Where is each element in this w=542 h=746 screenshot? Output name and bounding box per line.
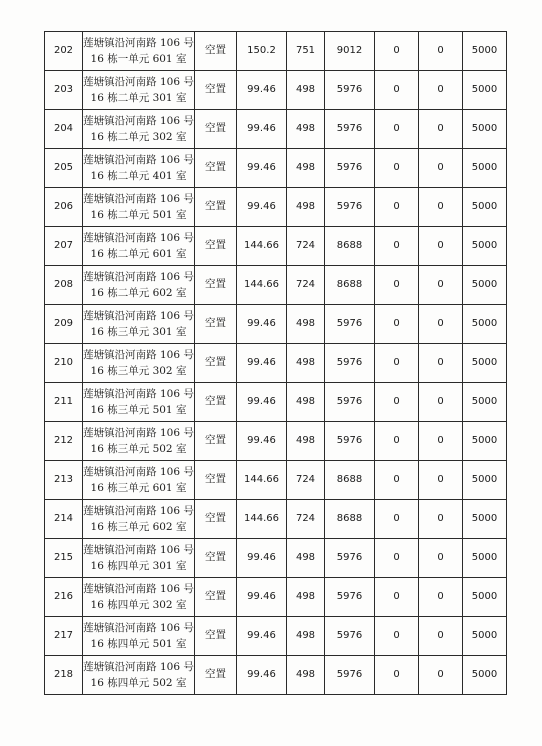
table-row: [45, 383, 507, 422]
row-number-cell: 207: [45, 227, 83, 266]
address-cell: [83, 656, 195, 695]
address-cell: [83, 344, 195, 383]
address-line-1: 莲塘镇沿河南路 106 号: [83, 582, 194, 595]
area-cell: 150.2: [237, 32, 287, 71]
value-2-cell: 8688: [325, 500, 375, 539]
address-line-2: 16 栋一单元 601 室: [90, 53, 187, 65]
value-3-cell: 0: [375, 110, 419, 149]
value-1-cell: 498: [287, 149, 325, 188]
address-cell: [83, 383, 195, 422]
area-cell: 99.46: [237, 422, 287, 461]
value-4-cell: 0: [419, 461, 463, 500]
status-cell: 空置: [195, 227, 237, 266]
row-number-cell: 215: [45, 539, 83, 578]
area-cell: 99.46: [237, 539, 287, 578]
value-3-cell: 0: [375, 539, 419, 578]
table-row: [45, 461, 507, 500]
value-5-cell: 5000: [463, 149, 507, 188]
status-cell: 空置: [195, 110, 237, 149]
value-1-cell: 498: [287, 110, 325, 149]
value-5-cell: 5000: [463, 266, 507, 305]
value-5-cell: 5000: [463, 383, 507, 422]
row-number-cell: 209: [45, 305, 83, 344]
value-4-cell: 0: [419, 656, 463, 695]
table-row: [45, 149, 507, 188]
address-line-2: 16 栋三单元 502 室: [90, 443, 187, 455]
row-number-cell: 216: [45, 578, 83, 617]
address-line-2: 16 栋二单元 501 室: [90, 209, 187, 221]
table-row: [45, 578, 507, 617]
address-line-1: 莲塘镇沿河南路 106 号: [83, 348, 194, 361]
address-line-1: 莲塘镇沿河南路 106 号: [83, 504, 194, 517]
row-number-cell: 211: [45, 383, 83, 422]
address-line-2: 16 栋四单元 302 室: [90, 599, 187, 611]
address-cell: [83, 149, 195, 188]
value-5-cell: 5000: [463, 227, 507, 266]
value-5-cell: 5000: [463, 32, 507, 71]
value-1-cell: 498: [287, 344, 325, 383]
value-3-cell: 0: [375, 383, 419, 422]
address-line-1: 莲塘镇沿河南路 106 号: [83, 114, 194, 127]
value-4-cell: 0: [419, 500, 463, 539]
address-line-2: 16 栋四单元 301 室: [90, 560, 187, 572]
status-cell: 空置: [195, 383, 237, 422]
status-cell: 空置: [195, 344, 237, 383]
area-cell: 144.66: [237, 227, 287, 266]
value-1-cell: 498: [287, 422, 325, 461]
value-4-cell: 0: [419, 578, 463, 617]
address-line-2: 16 栋二单元 401 室: [90, 170, 187, 182]
status-cell: 空置: [195, 32, 237, 71]
status-cell: 空置: [195, 71, 237, 110]
value-2-cell: 5976: [325, 383, 375, 422]
value-1-cell: 498: [287, 617, 325, 656]
value-5-cell: 5000: [463, 305, 507, 344]
row-number-cell: 212: [45, 422, 83, 461]
row-number-cell: 218: [45, 656, 83, 695]
area-cell: 99.46: [237, 149, 287, 188]
value-3-cell: 0: [375, 617, 419, 656]
value-1-cell: 498: [287, 539, 325, 578]
address-cell: [83, 500, 195, 539]
value-4-cell: 0: [419, 110, 463, 149]
row-number-cell: 203: [45, 71, 83, 110]
value-5-cell: 5000: [463, 110, 507, 149]
row-number-cell: 206: [45, 188, 83, 227]
address-line-1: 莲塘镇沿河南路 106 号: [83, 465, 194, 478]
status-cell: 空置: [195, 188, 237, 227]
value-3-cell: 0: [375, 188, 419, 227]
address-line-1: 莲塘镇沿河南路 106 号: [83, 387, 194, 400]
value-2-cell: 8688: [325, 461, 375, 500]
value-1-cell: 751: [287, 32, 325, 71]
row-number-cell: 204: [45, 110, 83, 149]
value-4-cell: 0: [419, 32, 463, 71]
value-4-cell: 0: [419, 617, 463, 656]
value-2-cell: 5976: [325, 578, 375, 617]
address-cell: [83, 422, 195, 461]
value-2-cell: 8688: [325, 266, 375, 305]
value-2-cell: 5976: [325, 656, 375, 695]
value-4-cell: 0: [419, 344, 463, 383]
value-3-cell: 0: [375, 227, 419, 266]
table-row: [45, 71, 507, 110]
value-3-cell: 0: [375, 305, 419, 344]
value-4-cell: 0: [419, 539, 463, 578]
status-cell: 空置: [195, 617, 237, 656]
address-line-1: 莲塘镇沿河南路 106 号: [83, 153, 194, 166]
value-1-cell: 724: [287, 500, 325, 539]
value-4-cell: 0: [419, 149, 463, 188]
area-cell: 99.46: [237, 383, 287, 422]
address-line-2: 16 栋三单元 602 室: [90, 521, 187, 533]
address-line-2: 16 栋二单元 301 室: [90, 92, 187, 104]
value-5-cell: 5000: [463, 500, 507, 539]
table-row: [45, 227, 507, 266]
area-cell: 99.46: [237, 578, 287, 617]
table-row: [45, 500, 507, 539]
value-5-cell: 5000: [463, 461, 507, 500]
address-line-2: 16 栋三单元 601 室: [90, 482, 187, 494]
value-2-cell: 5976: [325, 617, 375, 656]
value-5-cell: 5000: [463, 539, 507, 578]
value-2-cell: 5976: [325, 149, 375, 188]
area-cell: 144.66: [237, 461, 287, 500]
address-line-1: 莲塘镇沿河南路 106 号: [83, 192, 194, 205]
address-line-1: 莲塘镇沿河南路 106 号: [83, 543, 194, 556]
status-cell: 空置: [195, 539, 237, 578]
table-row: [45, 110, 507, 149]
value-1-cell: 498: [287, 656, 325, 695]
value-3-cell: 0: [375, 32, 419, 71]
records-table: [44, 31, 507, 695]
value-1-cell: 498: [287, 305, 325, 344]
table-row: [45, 539, 507, 578]
value-2-cell: 5976: [325, 422, 375, 461]
value-1-cell: 498: [287, 578, 325, 617]
area-cell: 144.66: [237, 500, 287, 539]
area-cell: 99.46: [237, 110, 287, 149]
value-5-cell: 5000: [463, 617, 507, 656]
address-line-2: 16 栋三单元 301 室: [90, 326, 187, 338]
value-4-cell: 0: [419, 383, 463, 422]
table-row: [45, 656, 507, 695]
value-2-cell: 5976: [325, 110, 375, 149]
value-3-cell: 0: [375, 422, 419, 461]
address-line-1: 莲塘镇沿河南路 106 号: [83, 231, 194, 244]
table-row: [45, 32, 507, 71]
value-2-cell: 5976: [325, 71, 375, 110]
address-cell: [83, 539, 195, 578]
table-body: [45, 32, 507, 695]
value-2-cell: 5976: [325, 188, 375, 227]
address-line-1: 莲塘镇沿河南路 106 号: [83, 621, 194, 634]
value-1-cell: 724: [287, 266, 325, 305]
value-1-cell: 724: [287, 461, 325, 500]
status-cell: 空置: [195, 305, 237, 344]
value-5-cell: 5000: [463, 422, 507, 461]
value-4-cell: 0: [419, 422, 463, 461]
area-cell: 144.66: [237, 266, 287, 305]
area-cell: 99.46: [237, 617, 287, 656]
value-3-cell: 0: [375, 344, 419, 383]
area-cell: 99.46: [237, 188, 287, 227]
value-1-cell: 498: [287, 383, 325, 422]
row-number-cell: 214: [45, 500, 83, 539]
status-cell: 空置: [195, 500, 237, 539]
table-row: [45, 422, 507, 461]
area-cell: 99.46: [237, 656, 287, 695]
address-line-1: 莲塘镇沿河南路 106 号: [83, 36, 194, 49]
value-4-cell: 0: [419, 227, 463, 266]
value-3-cell: 0: [375, 461, 419, 500]
value-3-cell: 0: [375, 71, 419, 110]
value-2-cell: 8688: [325, 227, 375, 266]
address-line-1: 莲塘镇沿河南路 106 号: [83, 660, 194, 673]
value-4-cell: 0: [419, 305, 463, 344]
table-row: [45, 344, 507, 383]
status-cell: 空置: [195, 461, 237, 500]
row-number-cell: 217: [45, 617, 83, 656]
value-3-cell: 0: [375, 266, 419, 305]
address-cell: [83, 461, 195, 500]
value-4-cell: 0: [419, 188, 463, 227]
row-number-cell: 202: [45, 32, 83, 71]
address-line-2: 16 栋二单元 602 室: [90, 287, 187, 299]
area-cell: 99.46: [237, 344, 287, 383]
row-number-cell: 208: [45, 266, 83, 305]
value-5-cell: 5000: [463, 656, 507, 695]
address-line-2: 16 栋三单元 501 室: [90, 404, 187, 416]
area-cell: 99.46: [237, 71, 287, 110]
address-cell: [83, 188, 195, 227]
address-cell: [83, 305, 195, 344]
row-number-cell: 210: [45, 344, 83, 383]
address-cell: [83, 227, 195, 266]
status-cell: 空置: [195, 578, 237, 617]
value-5-cell: 5000: [463, 578, 507, 617]
address-line-1: 莲塘镇沿河南路 106 号: [83, 426, 194, 439]
table-row: [45, 188, 507, 227]
value-4-cell: 0: [419, 266, 463, 305]
address-line-1: 莲塘镇沿河南路 106 号: [83, 309, 194, 322]
value-2-cell: 5976: [325, 305, 375, 344]
value-1-cell: 498: [287, 71, 325, 110]
address-line-2: 16 栋四单元 501 室: [90, 638, 187, 650]
address-line-1: 莲塘镇沿河南路 106 号: [83, 75, 194, 88]
address-cell: [83, 71, 195, 110]
area-cell: 99.46: [237, 305, 287, 344]
value-3-cell: 0: [375, 656, 419, 695]
value-3-cell: 0: [375, 149, 419, 188]
value-4-cell: 0: [419, 71, 463, 110]
value-1-cell: 498: [287, 188, 325, 227]
address-line-2: 16 栋四单元 502 室: [90, 677, 187, 689]
table-row: [45, 266, 507, 305]
value-3-cell: 0: [375, 578, 419, 617]
value-2-cell: 5976: [325, 539, 375, 578]
row-number-cell: 205: [45, 149, 83, 188]
table-row: [45, 305, 507, 344]
status-cell: 空置: [195, 656, 237, 695]
address-cell: [83, 578, 195, 617]
address-line-2: 16 栋三单元 302 室: [90, 365, 187, 377]
value-5-cell: 5000: [463, 344, 507, 383]
address-line-2: 16 栋二单元 601 室: [90, 248, 187, 260]
value-5-cell: 5000: [463, 188, 507, 227]
address-line-1: 莲塘镇沿河南路 106 号: [83, 270, 194, 283]
address-cell: [83, 266, 195, 305]
value-5-cell: 5000: [463, 71, 507, 110]
value-2-cell: 5976: [325, 344, 375, 383]
address-cell: [83, 617, 195, 656]
status-cell: 空置: [195, 422, 237, 461]
address-cell: [83, 32, 195, 71]
address-cell: [83, 110, 195, 149]
address-line-2: 16 栋二单元 302 室: [90, 131, 187, 143]
status-cell: 空置: [195, 149, 237, 188]
row-number-cell: 213: [45, 461, 83, 500]
value-3-cell: 0: [375, 500, 419, 539]
table-row: [45, 617, 507, 656]
value-1-cell: 724: [287, 227, 325, 266]
value-2-cell: 9012: [325, 32, 375, 71]
status-cell: 空置: [195, 266, 237, 305]
